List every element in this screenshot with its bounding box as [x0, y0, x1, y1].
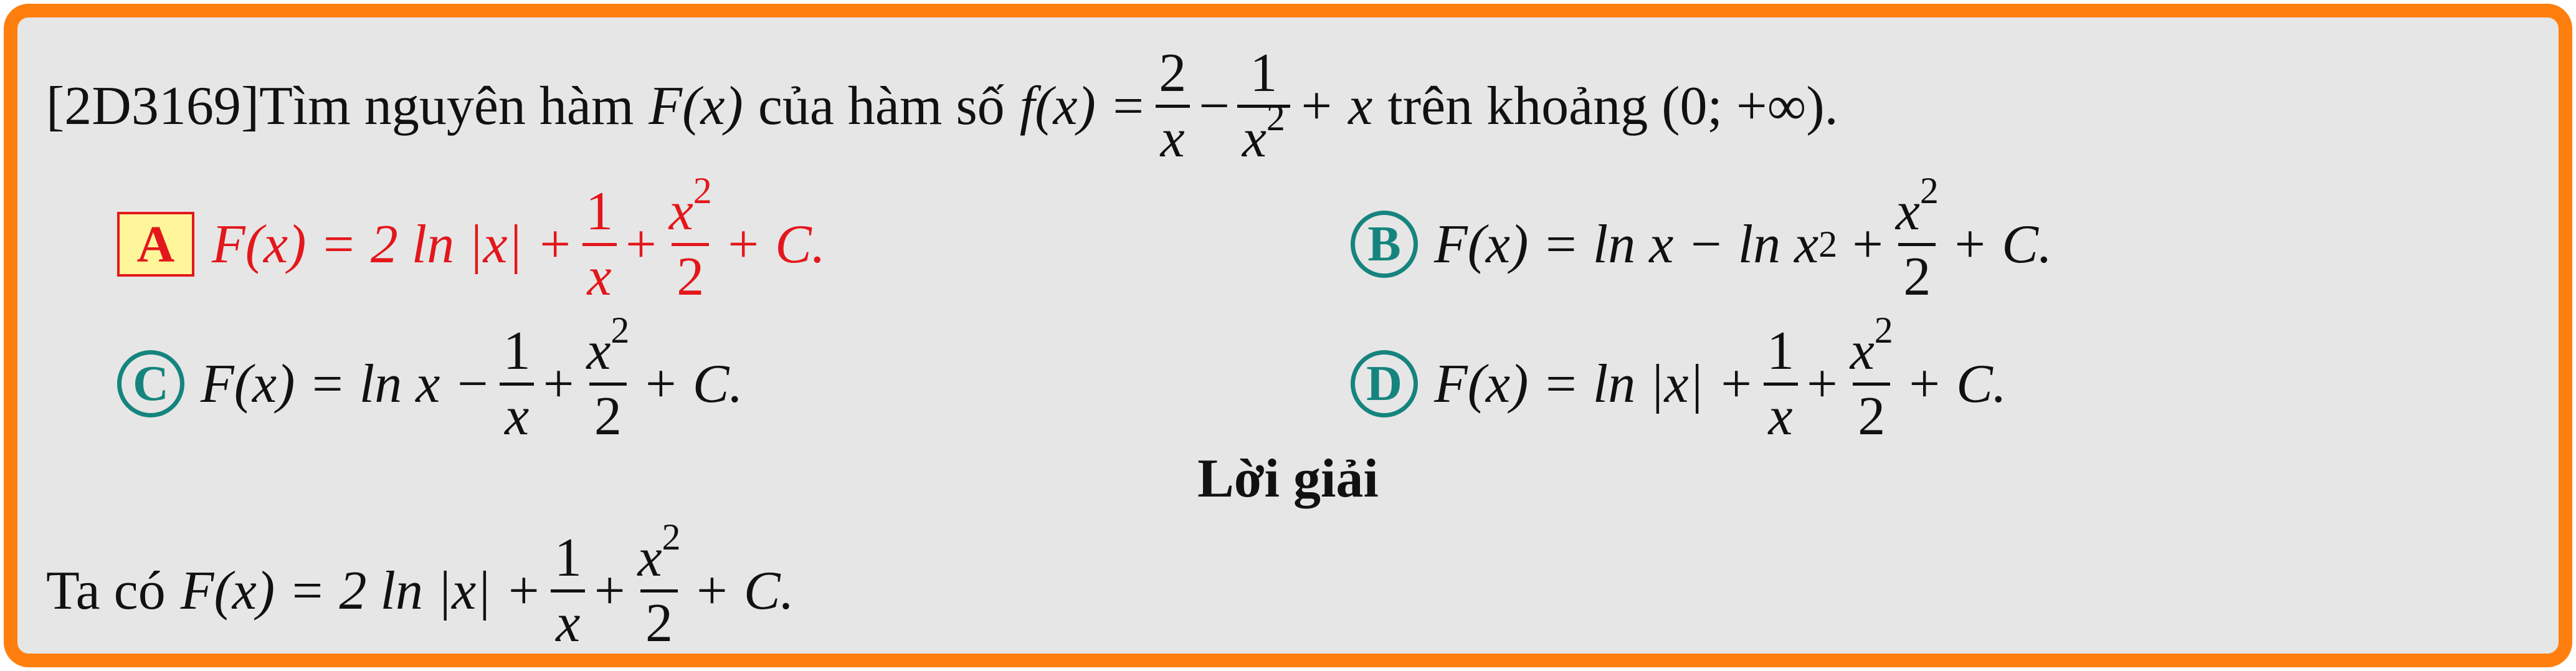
option-b-fraction: $\frac{x^2}{2}$ [1895, 169, 1939, 307]
option-a-badge[interactable]: A [117, 212, 194, 277]
function-name: f(x) = [1019, 75, 1147, 136]
option-c-fraction-2: $\frac{x^2}{2}$ [586, 309, 630, 447]
question-plus-x: + x [1297, 75, 1373, 136]
question-interval: trên khoảng (0; +∞). [1387, 75, 1838, 136]
option-d[interactable] [1351, 309, 2007, 447]
option-a-lhs: F(x) = 2 ln |x| + [212, 214, 574, 275]
option-a-plus: + [625, 214, 657, 275]
solution-tail: + C. [693, 560, 794, 621]
option-c-lhs: F(x) = ln x − [201, 353, 491, 414]
antiderivative-name: F(x) [649, 75, 743, 136]
option-b-badge[interactable]: B [1351, 211, 1418, 278]
question-text: Tìm nguyên hàm [259, 75, 634, 136]
question-fraction-1: $\frac{2}{x}$ [1154, 46, 1191, 166]
option-a-fraction-1: $\frac{1}{x}$ [581, 184, 618, 305]
option-d-fraction-2: $\frac{x^2}{2}$ [1850, 309, 1893, 447]
question-card [4, 4, 2572, 667]
solution-lhs: F(x) = 2 ln |x| + [180, 560, 542, 621]
question-minus: − [1199, 75, 1230, 136]
option-d-plus: + [1807, 353, 1838, 414]
question-fraction-2: $\frac{1}{x^2}$ [1237, 46, 1290, 166]
solution-prefix: Ta có [46, 560, 166, 621]
option-c-plus: + [543, 353, 574, 414]
option-d-lhs: F(x) = ln |x| + [1434, 353, 1755, 414]
option-c-fraction-1: $\frac{1}{x}$ [498, 324, 536, 444]
question-id: [2D3169] [46, 75, 260, 136]
option-b-plus: + [1852, 214, 1883, 275]
option-a-fraction-2: $\frac{x^2}{2}$ [668, 169, 712, 307]
option-d-fraction-1: $\frac{1}{x}$ [1762, 324, 1799, 444]
question-text-2: của hàm số [758, 75, 1005, 136]
option-c-tail: + C. [642, 353, 743, 414]
solution-plus: + [594, 560, 625, 621]
option-b-lhs: F(x) = ln x − ln x [1434, 214, 1819, 275]
option-c-badge[interactable]: C [117, 350, 184, 417]
option-b[interactable]: B F(x) = ln x − ln x 2 + $\frac{x^2}{2}$ + C. [1351, 182, 2052, 307]
option-d-badge[interactable]: D [1351, 350, 1418, 417]
option-a[interactable] [117, 169, 825, 307]
solution-title: Lời giải [1197, 449, 1379, 509]
option-b-tail: + C. [1951, 214, 2052, 275]
solution-fraction-2: $\frac{x^2}{2}$ [637, 516, 681, 654]
solution-fraction-1: $\frac{1}{x}$ [549, 531, 587, 651]
solution-line [46, 516, 2559, 654]
option-a-tail: + C. [724, 214, 825, 275]
question-line [46, 44, 2559, 168]
option-c[interactable] [117, 309, 743, 447]
option-d-tail: + C. [1905, 353, 2007, 414]
